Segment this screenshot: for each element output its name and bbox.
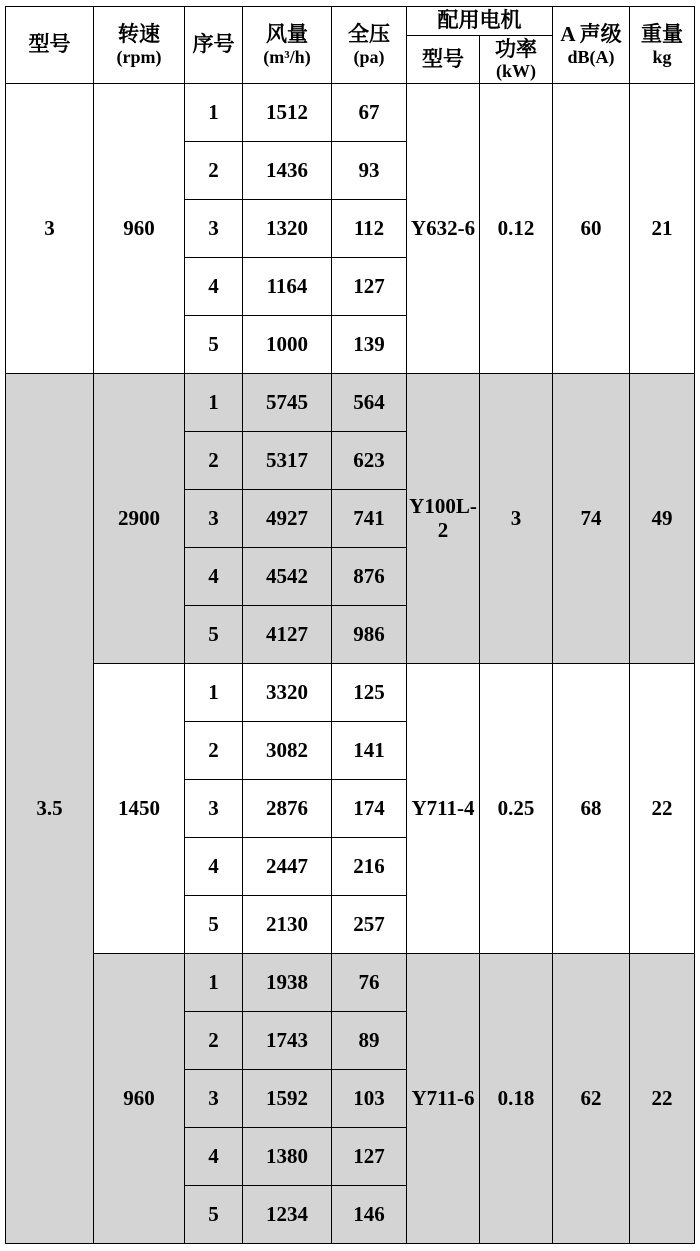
cell-weight: 22 [630, 954, 695, 1244]
cell-flow: 3082 [243, 722, 332, 780]
cell-pressure: 125 [332, 664, 407, 722]
cell-motor-model: Y711-4 [407, 664, 480, 954]
cell-flow: 1743 [243, 1012, 332, 1070]
cell-seq: 1 [185, 84, 243, 142]
cell-speed: 1450 [94, 664, 185, 954]
header-noise-unit: dB(A) [567, 46, 615, 67]
header-weight-unit: kg [652, 46, 672, 67]
header-model [6, 7, 94, 84]
cell-speed: 2900 [94, 374, 185, 664]
cell-flow: 5317 [243, 432, 332, 490]
cell-flow: 1512 [243, 84, 332, 142]
cell-seq: 2 [185, 432, 243, 490]
cell-pressure: 174 [332, 780, 407, 838]
table-row [6, 374, 695, 432]
cell-flow: 3320 [243, 664, 332, 722]
cell-noise: 62 [553, 954, 630, 1244]
cell-seq: 4 [185, 1128, 243, 1186]
cell-seq: 3 [185, 490, 243, 548]
cell-motor-model: Y632-6 [407, 84, 480, 374]
cell-flow: 1380 [243, 1128, 332, 1186]
cell-seq: 4 [185, 258, 243, 316]
cell-pressure: 112 [332, 200, 407, 258]
header-weight-title: 重量 [641, 22, 683, 47]
cell-seq: 1 [185, 954, 243, 1012]
header-flow-title: 风量 [266, 22, 308, 47]
cell-seq: 5 [185, 896, 243, 954]
cell-model: 3 [6, 84, 94, 374]
cell-flow: 4127 [243, 606, 332, 664]
header-flow [243, 7, 332, 84]
cell-noise: 68 [553, 664, 630, 954]
cell-noise: 60 [553, 84, 630, 374]
table-row [6, 664, 695, 722]
cell-seq: 3 [185, 1070, 243, 1128]
cell-seq: 5 [185, 606, 243, 664]
cell-speed: 960 [94, 84, 185, 374]
cell-seq: 1 [185, 374, 243, 432]
cell-motor-power: 0.25 [480, 664, 553, 954]
cell-seq: 2 [185, 142, 243, 200]
cell-flow: 1164 [243, 258, 332, 316]
table-row [6, 954, 695, 1012]
header-seq [185, 7, 243, 84]
cell-pressure: 127 [332, 258, 407, 316]
header-motor-model-title: 型号 [422, 46, 464, 71]
cell-pressure: 141 [332, 722, 407, 780]
cell-seq: 4 [185, 838, 243, 896]
fan-specification-table [5, 6, 695, 1244]
cell-flow: 1592 [243, 1070, 332, 1128]
cell-weight: 21 [630, 84, 695, 374]
header-motor-power-title: 功率 [495, 36, 537, 61]
cell-flow: 2876 [243, 780, 332, 838]
header-motor-power [480, 35, 553, 84]
cell-flow: 1234 [243, 1186, 332, 1244]
header-pressure-unit: (pa) [353, 46, 385, 67]
cell-flow: 2130 [243, 896, 332, 954]
header-model-title: 型号 [28, 32, 71, 57]
cell-weight: 49 [630, 374, 695, 664]
cell-pressure: 89 [332, 1012, 407, 1070]
cell-pressure: 876 [332, 548, 407, 606]
cell-motor-model: Y100L-2 [407, 374, 480, 664]
cell-noise: 74 [553, 374, 630, 664]
cell-seq: 2 [185, 722, 243, 780]
header-motor-model [407, 35, 480, 84]
cell-pressure: 76 [332, 954, 407, 1012]
cell-flow: 1320 [243, 200, 332, 258]
header-row-1 [6, 7, 695, 36]
header-noise-title: A 声级 [560, 22, 622, 47]
table-body [6, 84, 695, 1244]
cell-flow: 5745 [243, 374, 332, 432]
cell-pressure: 216 [332, 838, 407, 896]
cell-pressure: 986 [332, 606, 407, 664]
cell-pressure: 103 [332, 1070, 407, 1128]
cell-pressure: 564 [332, 374, 407, 432]
header-speed-unit: (rpm) [116, 46, 162, 67]
cell-flow: 1938 [243, 954, 332, 1012]
header-speed-title: 转速 [118, 22, 160, 47]
cell-motor-power: 0.12 [480, 84, 553, 374]
cell-model: 3.5 [6, 374, 94, 1244]
table-header [6, 7, 695, 84]
cell-pressure: 139 [332, 316, 407, 374]
cell-pressure: 623 [332, 432, 407, 490]
table-row [6, 84, 695, 142]
header-motor-power-unit: (kW) [496, 61, 536, 82]
cell-seq: 5 [185, 316, 243, 374]
cell-seq: 4 [185, 548, 243, 606]
header-flow-unit: (m³/h) [263, 46, 311, 67]
cell-pressure: 93 [332, 142, 407, 200]
header-pressure-title: 全压 [348, 22, 390, 47]
header-seq-title: 序号 [192, 32, 235, 57]
cell-pressure: 127 [332, 1128, 407, 1186]
cell-motor-power: 0.18 [480, 954, 553, 1244]
cell-pressure: 741 [332, 490, 407, 548]
cell-speed: 960 [94, 954, 185, 1244]
cell-pressure: 257 [332, 896, 407, 954]
cell-flow: 1436 [243, 142, 332, 200]
cell-motor-model: Y711-6 [407, 954, 480, 1244]
header-noise [553, 7, 630, 84]
cell-pressure: 67 [332, 84, 407, 142]
cell-seq: 1 [185, 664, 243, 722]
cell-pressure: 146 [332, 1186, 407, 1244]
cell-motor-power: 3 [480, 374, 553, 664]
cell-seq: 3 [185, 780, 243, 838]
header-weight [630, 7, 695, 84]
cell-flow: 2447 [243, 838, 332, 896]
header-pressure [332, 7, 407, 84]
cell-seq: 3 [185, 200, 243, 258]
cell-seq: 2 [185, 1012, 243, 1070]
header-motor-group: 配用电机 [407, 7, 553, 36]
cell-seq: 5 [185, 1186, 243, 1244]
cell-weight: 22 [630, 664, 695, 954]
header-speed [94, 7, 185, 84]
cell-flow: 1000 [243, 316, 332, 374]
cell-flow: 4927 [243, 490, 332, 548]
cell-flow: 4542 [243, 548, 332, 606]
